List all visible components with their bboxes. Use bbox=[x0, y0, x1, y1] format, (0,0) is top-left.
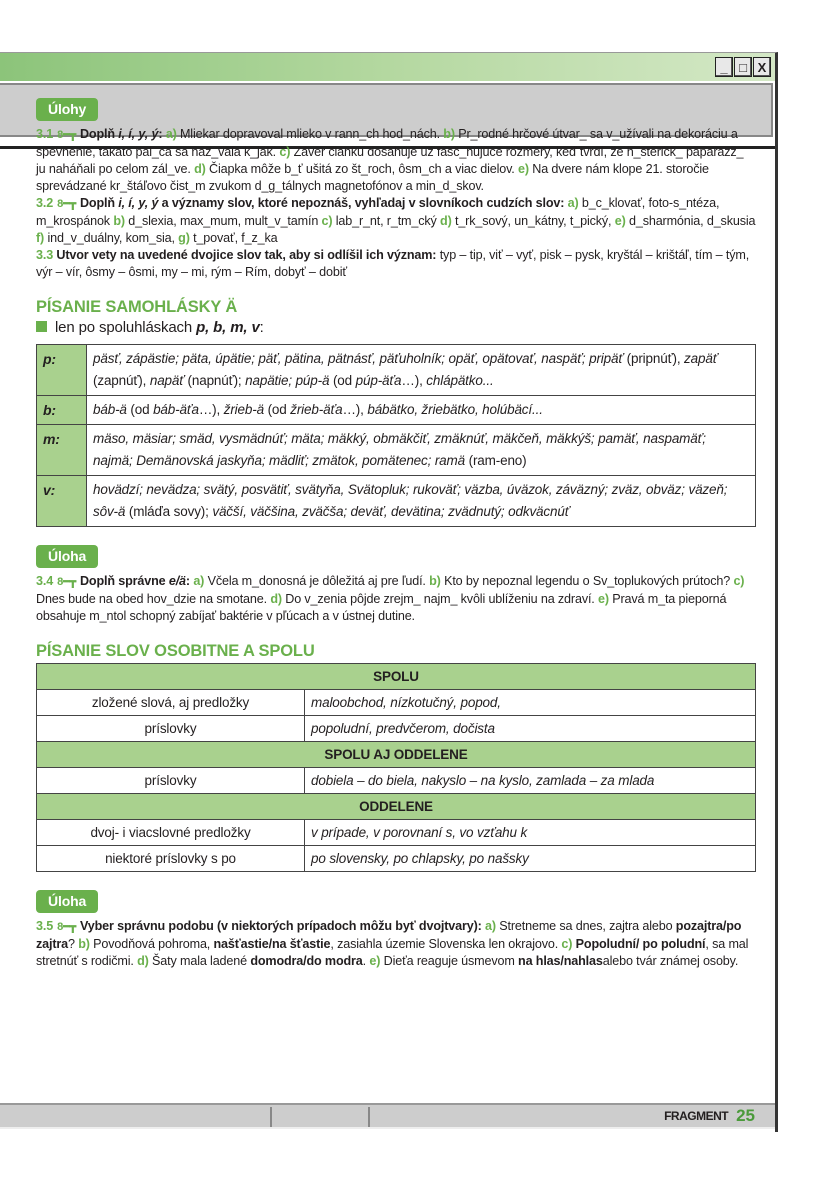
maximize-button[interactable]: □ bbox=[734, 57, 752, 77]
examples-cell: po slovensky, po chlapsky, po našsky bbox=[305, 846, 756, 872]
text-segment: žrieb-ä bbox=[223, 402, 268, 417]
text-segment: b) bbox=[78, 937, 94, 951]
text-segment: 3.5 bbox=[36, 919, 54, 933]
category-cell: príslovky bbox=[37, 716, 305, 742]
section-header-cell: SPOLU bbox=[37, 664, 756, 690]
text-segment: : bbox=[158, 127, 166, 141]
text-segment: d) bbox=[270, 592, 286, 606]
section-title: PÍSANIE SAMOHLÁSKY Ä bbox=[36, 298, 238, 316]
text-segment: 3.3 bbox=[36, 248, 57, 262]
page-number: 25 bbox=[736, 1106, 755, 1125]
text-segment: t_povať, f_z_ka bbox=[193, 231, 278, 245]
text-segment: (pripnúť), bbox=[626, 351, 685, 366]
text-segment: d_sharmónia, d_skusia bbox=[628, 214, 756, 228]
text-segment: Stretneme sa dnes, zajtra alebo bbox=[499, 919, 676, 933]
table-row bbox=[37, 425, 756, 476]
page-content bbox=[36, 98, 756, 970]
text-segment: e) bbox=[518, 162, 533, 176]
task-badge: Úloha bbox=[36, 890, 98, 913]
section-title: PÍSANIE SLOV OSOBITNE A SPOLU bbox=[36, 642, 315, 660]
exercise-3-5 bbox=[36, 918, 756, 970]
spelling-table bbox=[36, 663, 756, 872]
category-cell: niektoré príslovky s po bbox=[37, 846, 305, 872]
close-button[interactable]: X bbox=[753, 57, 771, 77]
text-segment: . bbox=[362, 954, 370, 968]
text-segment: zapäť bbox=[684, 351, 718, 366]
text-segment: a významy slov, ktoré nepoznáš, vyhľadaj v slovníkoch cudzích slov: bbox=[158, 196, 568, 210]
text-segment: a) bbox=[193, 574, 208, 588]
text-segment: : bbox=[185, 574, 194, 588]
text-segment: Dnes bude na obed hov_dzie na smotane. bbox=[36, 592, 271, 606]
task-badge: Úloha bbox=[36, 545, 98, 568]
text-segment: na hlas/nahlas bbox=[518, 954, 603, 968]
text-segment: pozajtra/po zajtra bbox=[36, 919, 742, 951]
text-segment: c) bbox=[279, 145, 294, 159]
text-segment: Popoludní/ po poludní bbox=[575, 937, 706, 951]
text-segment: napätie; púp-ä bbox=[245, 373, 333, 388]
text-segment: Doplň bbox=[79, 196, 119, 210]
text-segment: Doplň správne bbox=[79, 574, 169, 588]
text-segment: (napnúť); bbox=[187, 373, 246, 388]
brand-logo: FRAGMENT bbox=[664, 1109, 729, 1123]
category-cell: dvoj- i viacslovné predložky bbox=[37, 820, 305, 846]
text-segment: len po spoluhláskach bbox=[55, 319, 197, 336]
text-segment: napäť bbox=[149, 373, 188, 388]
table-row bbox=[37, 690, 756, 716]
text-segment: päsť, zápästie; päta, úpätie; päť, pätina, pätnásť, päťuholník; opäť, opätovať, naspäť; pripäť bbox=[93, 351, 627, 366]
key-icon: 8━┳ bbox=[57, 129, 76, 141]
text-segment: Záver článku dosahuje už fasc_nujúce rozmery, keď tvrdí, že h_sterick_ paparazz_ ju naháňali po celom zál_ve. bbox=[36, 145, 744, 176]
text-segment: (od bbox=[267, 402, 291, 417]
text-segment: 3.4 bbox=[36, 574, 54, 588]
letter-cell: m: bbox=[37, 425, 87, 476]
text-segment: …), bbox=[198, 402, 224, 417]
text-segment: d) bbox=[137, 954, 153, 968]
text-segment: e) bbox=[598, 592, 613, 606]
text-segment: mäso, mäsiar; smäd, vysmädnúť; mäta; mäkký, obmäkčiť, zmäknúť, mäkčeň, mäkkýš; pamäť, naspamäť; najmä; Demänovská jaskyňa; mädliť; zmätok, pomätenec; ramä bbox=[93, 431, 706, 468]
status-pane-divider bbox=[270, 1107, 272, 1127]
text-segment: ? bbox=[68, 937, 79, 951]
key-icon: 8━┳ bbox=[57, 921, 76, 933]
letter-cell: v: bbox=[37, 476, 87, 527]
exercise-3-1 bbox=[36, 126, 756, 195]
text-segment: ind_v_duálny, kom_sia, bbox=[47, 231, 179, 245]
table-row bbox=[37, 396, 756, 425]
key-icon: 8━┳ bbox=[57, 198, 76, 210]
bullet-line bbox=[36, 319, 756, 336]
table-section-header bbox=[37, 664, 756, 690]
text-segment: f) bbox=[36, 231, 48, 245]
text-segment: d_slexia, max_mum, mult_v_tamín bbox=[128, 214, 322, 228]
text-segment: Pr_rodné hrčové útvar_ sa v_užívali na dekoráciu a spevnenie, takáto pal_ca sa naz_vala k_jak. bbox=[36, 127, 738, 159]
text-segment: chlápätko... bbox=[426, 373, 494, 388]
status-pane-divider bbox=[368, 1107, 370, 1127]
text-segment: báb-ä bbox=[93, 402, 131, 417]
examples-cell: popoludní, predvčerom, dočista bbox=[305, 716, 756, 742]
examples-cell bbox=[87, 425, 756, 476]
table-row bbox=[37, 716, 756, 742]
text-segment: Mliekar dopravoval mlieko v rann_ch hod_nách. bbox=[179, 127, 444, 141]
text-segment: , sa mal stretnúť s rodičmi. bbox=[36, 937, 749, 968]
text-segment: (od bbox=[130, 402, 154, 417]
text-segment: žrieb-äťa bbox=[290, 402, 343, 417]
section-header-cell: SPOLU AJ ODDELENE bbox=[37, 742, 756, 768]
text-segment: domodra/do modra bbox=[250, 954, 363, 968]
text-segment: a) bbox=[485, 919, 500, 933]
table-row bbox=[37, 820, 756, 846]
table-row bbox=[37, 476, 756, 527]
text-segment: alebo tvár známej osoby. bbox=[602, 954, 739, 968]
text-segment: c) bbox=[733, 574, 745, 588]
text-segment: Dieťa reaguje úsmevom bbox=[383, 954, 519, 968]
vowel-a-table bbox=[36, 344, 756, 527]
text-segment: väčší, väčšina, zväčša; deväť, devätina; zvädnutý; odkväcnúť bbox=[212, 504, 570, 519]
examples-cell bbox=[87, 476, 756, 527]
category-cell: zložené slová, aj predložky bbox=[37, 690, 305, 716]
text-segment: (zapnúť), bbox=[93, 373, 150, 388]
letter-cell: p: bbox=[37, 345, 87, 396]
text-segment: a) bbox=[567, 196, 582, 210]
table-section-header bbox=[37, 794, 756, 820]
text-segment: (od bbox=[332, 373, 356, 388]
text-segment: i, í, y, ý bbox=[118, 127, 159, 141]
table-row bbox=[37, 768, 756, 794]
examples-cell bbox=[87, 345, 756, 396]
text-segment: Čiapka môže b_ť ušitá zo št_roch, ôsm_ch a viac dielov. bbox=[209, 162, 518, 176]
table-row bbox=[37, 846, 756, 872]
text-segment: púp-äťa bbox=[355, 373, 402, 388]
text-segment: Šaty mala ladené bbox=[152, 954, 251, 968]
text-segment: b) bbox=[429, 574, 445, 588]
title-bar bbox=[0, 53, 775, 81]
key-icon: 8━┳ bbox=[57, 576, 76, 588]
status-bar bbox=[0, 1103, 775, 1129]
text-segment: 3.2 bbox=[36, 196, 54, 210]
text-segment: , zasiahla územie Slovenska len okrajovo. bbox=[330, 937, 562, 951]
text-segment: g) bbox=[178, 231, 194, 245]
examples-cell: v prípade, v porovnaní s, vo vzťahu k bbox=[305, 820, 756, 846]
text-segment: i, í, y, ý bbox=[118, 196, 159, 210]
text-segment: bábätko, žriebätko, holúbäcí... bbox=[367, 402, 543, 417]
text-segment: …), bbox=[401, 373, 427, 388]
text-segment: …), bbox=[342, 402, 368, 417]
text-segment: 3.1 bbox=[36, 127, 54, 141]
text-segment: (mláďa sovy); bbox=[128, 504, 213, 519]
letter-cell: b: bbox=[37, 396, 87, 425]
text-segment: hovädzí; nevädza; svätý, posvätiť, svätyňa, Svätopluk; rukoväť; väzba, úväzok, záväzný; zväz, obväz; väzeň; sôv-ä bbox=[93, 482, 728, 519]
exercise-3-2 bbox=[36, 195, 756, 247]
text-segment: lab_r_nt, r_tm_cký bbox=[335, 214, 441, 228]
text-segment: c) bbox=[561, 937, 576, 951]
text-segment: a) bbox=[165, 127, 180, 141]
text-segment: báb-äťa bbox=[153, 402, 199, 417]
text-segment: Včela m_donosná je dôležitá aj pre ľudí. bbox=[207, 574, 430, 588]
exercise-3-4 bbox=[36, 573, 756, 625]
examples-cell: maloobchod, nízkotučný, popod, bbox=[305, 690, 756, 716]
minimize-button[interactable]: _ bbox=[715, 57, 733, 77]
text-segment: Na dvere nám klope 21. storočie sprevádzané kr_štáľovo čist_m zvukom d_g_tálnych magnetofónov a min_d_skov. bbox=[36, 162, 709, 193]
exercise-3-3 bbox=[36, 247, 756, 281]
text-segment: p, b, m, v bbox=[196, 319, 260, 336]
category-cell: príslovky bbox=[37, 768, 305, 794]
section-header-cell: ODDELENE bbox=[37, 794, 756, 820]
examples-cell: dobiela – do biela, nakyslo – na kyslo, zamlada – za mlada bbox=[305, 768, 756, 794]
text-segment: d) bbox=[194, 162, 210, 176]
text-segment: : bbox=[259, 319, 264, 336]
text-segment: Vyber správnu podobu (v niektorých prípadoch môžu byť dvojtvary): bbox=[79, 919, 486, 933]
bullet-square-icon bbox=[36, 321, 47, 332]
task-badge: Úlohy bbox=[36, 98, 98, 121]
examples-cell bbox=[87, 396, 756, 425]
text-segment: Kto by nepoznal legendu o Sv_toplukových prútoch? bbox=[444, 574, 734, 588]
text-segment: b) bbox=[113, 214, 129, 228]
text-segment: Doplň bbox=[79, 127, 119, 141]
text-segment: e/ä bbox=[168, 574, 186, 588]
text-segment: Do v_zenia pôjde zrejm_ najm_ kvôli ublíženiu na zdraví. bbox=[285, 592, 599, 606]
text-segment: typ – tip, viť – vyť, pisk – pysk, kryštál – krištáľ, tím – tým, výr – vír, ôsmy – ôsmi, my – mi, rým – Rím, dobyť – dobiť bbox=[36, 248, 750, 279]
text-segment: e) bbox=[369, 954, 384, 968]
text-segment: Utvor vety na uvedené dvojice slov tak, aby si odlíšil ich význam: bbox=[56, 248, 440, 262]
text-segment: b_c_klovať, foto-s_ntéza, m_krospánok bbox=[36, 196, 720, 228]
bullet-text bbox=[55, 319, 264, 336]
text-segment: d) bbox=[440, 214, 455, 228]
text-segment: c) bbox=[321, 214, 336, 228]
text-segment: t_rk_sový, un_kátny, t_pický, bbox=[454, 214, 615, 228]
text-segment: e) bbox=[614, 214, 629, 228]
table-row bbox=[37, 345, 756, 396]
text-segment: Pravá m_ta pieporná obsahuje m_ntol schopný zabíjať baktérie v pľúcach a v ústnej dutine. bbox=[36, 592, 727, 623]
text-segment: Povodňová pohroma, bbox=[93, 937, 214, 951]
text-segment: b) bbox=[443, 127, 459, 141]
text-segment: našťastie/na šťastie bbox=[213, 937, 331, 951]
text-segment: (ram-eno) bbox=[468, 453, 527, 468]
table-section-header bbox=[37, 742, 756, 768]
